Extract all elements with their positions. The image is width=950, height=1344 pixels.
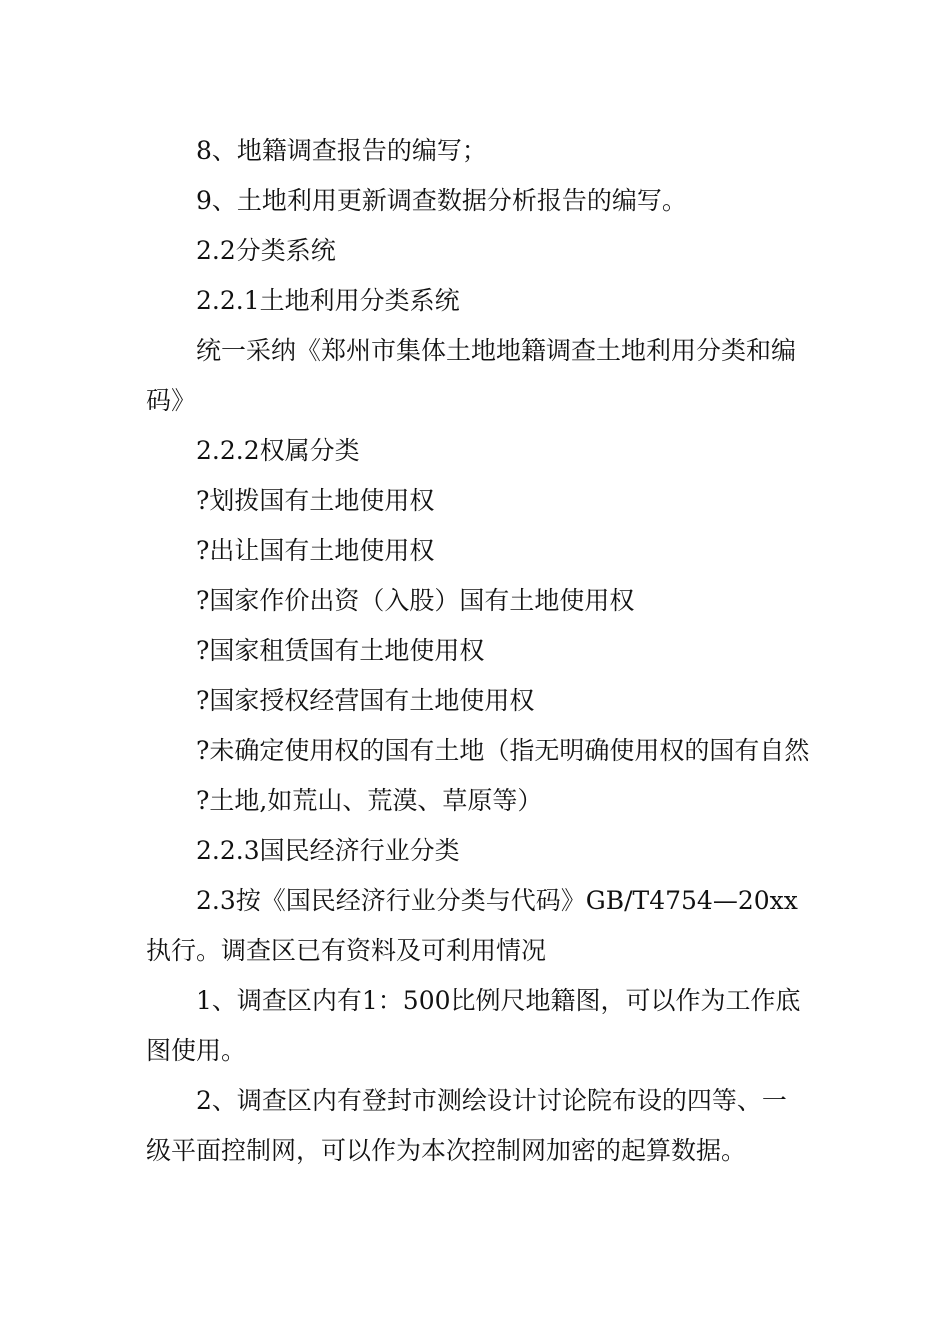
paragraph-classification-standard: 统一采纳《郑州市集体土地地籍调查土地利用分类和编码》 [146,336,797,415]
ownership-item-allocated: ?划拨国有土地使用权 [196,486,435,515]
available-data-item-2: 2、调查区内有登封市测绘设计讨论院布设的四等、一级平面控制网，可以作为本次控制网加密的起算数据。 [146,1086,787,1165]
section-heading-2-2-1: 2.2.1土地利用分类系统 [196,286,460,315]
section-heading-2-2-3: 2.2.3国民经济行业分类 [196,836,460,865]
section-heading-2-2: 2.2分类系统 [196,236,336,265]
section-heading-2-2-2: 2.2.2权属分类 [196,436,360,465]
available-data-item-1: 1、调查区内有1：500比例尺地籍图，可以作为工作底图使用。 [146,986,801,1065]
ownership-item-authorized-operation: ?国家授权经营国有土地使用权 [196,686,535,715]
section-heading-2-3: 2.3按《国民经济行业分类与代码》GB/T4754—20xx执行。调查区已有资料及可利用情况 [146,886,798,965]
document-body [146,126,810,1176]
ownership-item-undetermined: ?未确定使用权的国有土地（指无明确使用权的国有自然 [196,736,810,765]
ownership-item-capital-contribution: ?国家作价出资（入股）国有土地使用权 [196,586,635,615]
paragraph-item-9: 9、土地利用更新调查数据分析报告的编写。 [196,186,687,215]
ownership-item-transferred: ?出让国有土地使用权 [196,536,435,565]
ownership-item-leased: ?国家租赁国有土地使用权 [196,636,485,665]
ownership-item-land-examples: ?土地,如荒山、荒漠、草原等） [196,786,543,815]
paragraph-item-8: 8、地籍调查报告的编写； [196,136,487,165]
